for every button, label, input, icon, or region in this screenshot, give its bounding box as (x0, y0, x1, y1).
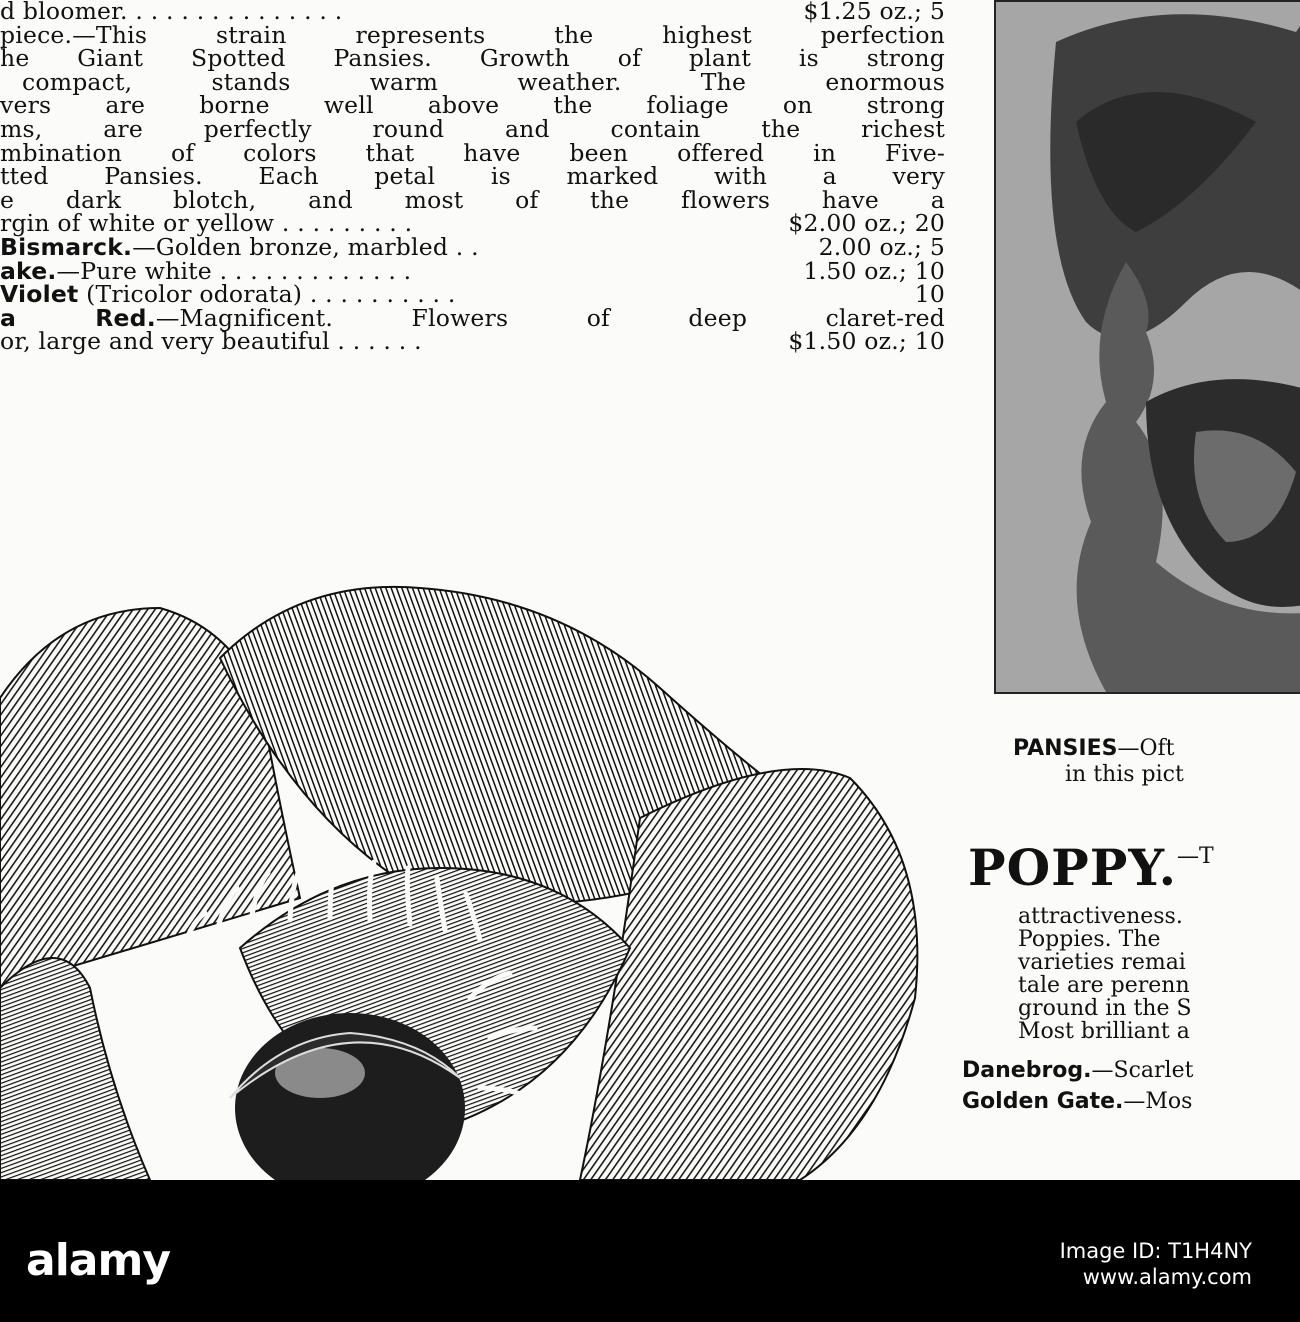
poppy-intro (1018, 905, 1192, 1043)
text-line: varieties remai (1018, 950, 1186, 975)
text-line: Most brilliant a (1018, 1019, 1190, 1044)
list-item: Violet (Tricolor odorata) . . . . . . . . . . 10 (0, 280, 945, 309)
image-id-label (1060, 1238, 1252, 1290)
image-id: Image ID: T1H4NY (1059, 1239, 1252, 1263)
list-item: Danebrog.—Scarlet (962, 1058, 1194, 1083)
text-line: or, large and very beautiful . . . . . . $1.50 oz.; 10 (0, 327, 945, 356)
pansy-text-column (0, 0, 945, 354)
text-line: he Giant Spotted Pansies. Growth of plant is strong (0, 44, 945, 73)
pansy-photo (994, 0, 1300, 694)
text-line: rgin of white or yellow . . . . . . . . . $2.00 oz.; 20 (0, 209, 945, 238)
poppy-heading: POPPY.—T (968, 838, 1214, 897)
text-line: Poppies. The (1018, 927, 1161, 952)
list-item: Golden Gate.—Mos (962, 1089, 1193, 1114)
text-line: attractiveness. (1018, 904, 1183, 929)
poppy-varieties (962, 1055, 1193, 1117)
pansies-caption: PANSIES—Oft in this pict (1013, 736, 1184, 787)
text-line: ground in the S (1018, 996, 1192, 1021)
text-line: vers are borne well above the foliage on strong (0, 91, 945, 120)
poppy-engraving (0, 568, 945, 1180)
text-line: e dark blotch, and most of the flowers have a (0, 185, 945, 214)
site-url: www.alamy.com (1082, 1265, 1252, 1289)
text-line: tted Pansies. Each petal is marked with a very (0, 162, 945, 191)
text-line: d bloomer. . . . . . . . . . . . . . . $1.25 oz.; 5 (0, 0, 945, 25)
watermark-bar (0, 1180, 1300, 1322)
text-line: tale are perenn (1018, 973, 1190, 998)
text-line: piece.—This strain represents the highest perfection (0, 20, 945, 49)
list-item: Bismarck.—Golden bronze, marbled . . 2.00 oz.; 5 (0, 232, 945, 261)
text-line: ms, are perfectly round and contain the richest (0, 114, 945, 143)
alamy-logo: alamy (26, 1235, 170, 1286)
text-line: compact, stands warm weather. The enormous (22, 67, 945, 96)
pansy-photo-illustration (996, 2, 1300, 692)
list-item: a Red.—Magnificent. Flowers of deep claret-red (0, 303, 945, 332)
list-item: ake.—Pure white . . . . . . . . . . . . . 1.50 oz.; 10 (0, 256, 945, 285)
text-line: mbination of colors that have been offered in Five- (0, 138, 945, 167)
